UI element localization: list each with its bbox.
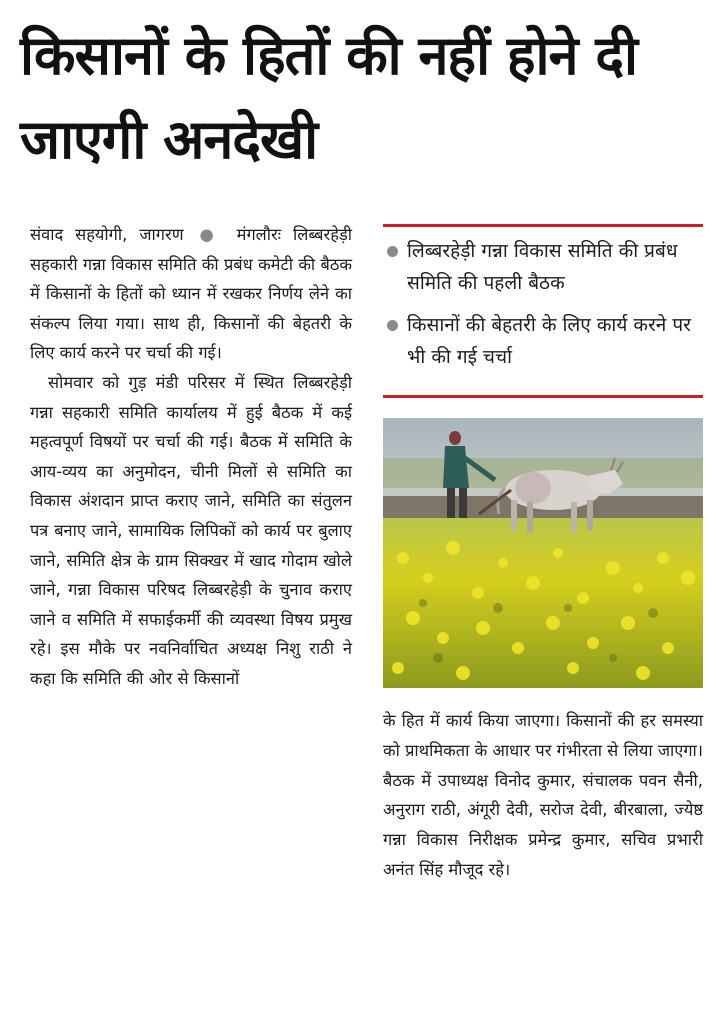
byline-place: मंगलौरः	[236, 225, 282, 244]
highlight-text: किसानों की बेहतरी के लिए कार्य करने पर भी की गई चर्चा	[407, 314, 691, 368]
farmer-ploughing-mustard-field-image	[383, 418, 703, 688]
bullet-icon	[387, 320, 398, 331]
bullet-icon	[387, 246, 398, 257]
article-continuation: के हित में कार्य किया जाएगा। किसानों की हर समस्या को प्राथमिकता के आधार पर गंभीरता से लिया जाएगा। बैठक में उपाध्यक्ष विनोद कुमार, संचालक पवन सैनी, अनुराग राठी, अंगूरी देवी, सरोज देवी, बीरबाला, ज्येष्ठ गन्ना विकास निरीक्षक प्रमेन्द्र कुमार, सचिव प्रभारी अनंत सिंह मौजूद रहे।	[383, 711, 703, 879]
article-paragraph-2: सोमवार को गुड़ मंडी परिसर में स्थित लिब्बरहेड़ी गन्ना सहकारी समिति कार्यालय में हुई बैठक में कई महत्वपूर्ण विषयों पर चर्चा की गई। बैठक में समिति के आय-व्यय का अनुमोदन, चीनी मिलों से समिति का विकास अंशदान प्राप्त कराए जाने, समिति का संतुलन पत्र बनाए जाने, सामायिक लिपिकों को कार्य पर बुलाए जाने, समिति क्षेत्र के ग्राम सिक्खर में खाद गोदाम खोले जाने, गन्ना विकास परिषद लिब्बरहेड़ी के चुनाव कराए जाने व समिति में सफाईकर्मी की व्यवस्था विषय प्रमुख रहे। इस मौके पर नवनिर्वाचित अध्यक्ष निशु राठी ने कहा कि समिति की ओर से किसानों	[30, 372, 352, 688]
highlights-box	[383, 224, 703, 398]
article-body-left	[30, 220, 352, 694]
highlight-item	[383, 235, 703, 299]
headline: किसानों के हितों की नहीं होने दी जाएगी अनदेखी	[20, 24, 637, 171]
byline-separator-icon: ●	[199, 225, 221, 244]
highlights-list	[383, 227, 703, 395]
paragraph-1-text: लिब्बरहेड़ी सहकारी गन्ना विकास समिति की प्रबंध कमेटी की बैठक में किसानों के हितों को ध्यान में रखकर निर्णय लेने का संकल्प लिया गया। साथ ही, किसानों की बेहतरी के लिए कार्य करने पर चर्चा की गई।	[30, 225, 352, 363]
article-photo	[383, 418, 703, 688]
byline-source: संवाद सहयोगी, जागरण	[30, 225, 184, 244]
article-paragraph-1	[30, 220, 352, 368]
highlight-text: लिब्बरहेड़ी गन्ना विकास समिति की प्रबंध समिति की पहली बैठक	[407, 240, 678, 294]
highlights-bottom-rule	[383, 395, 703, 398]
highlight-item	[383, 309, 703, 373]
